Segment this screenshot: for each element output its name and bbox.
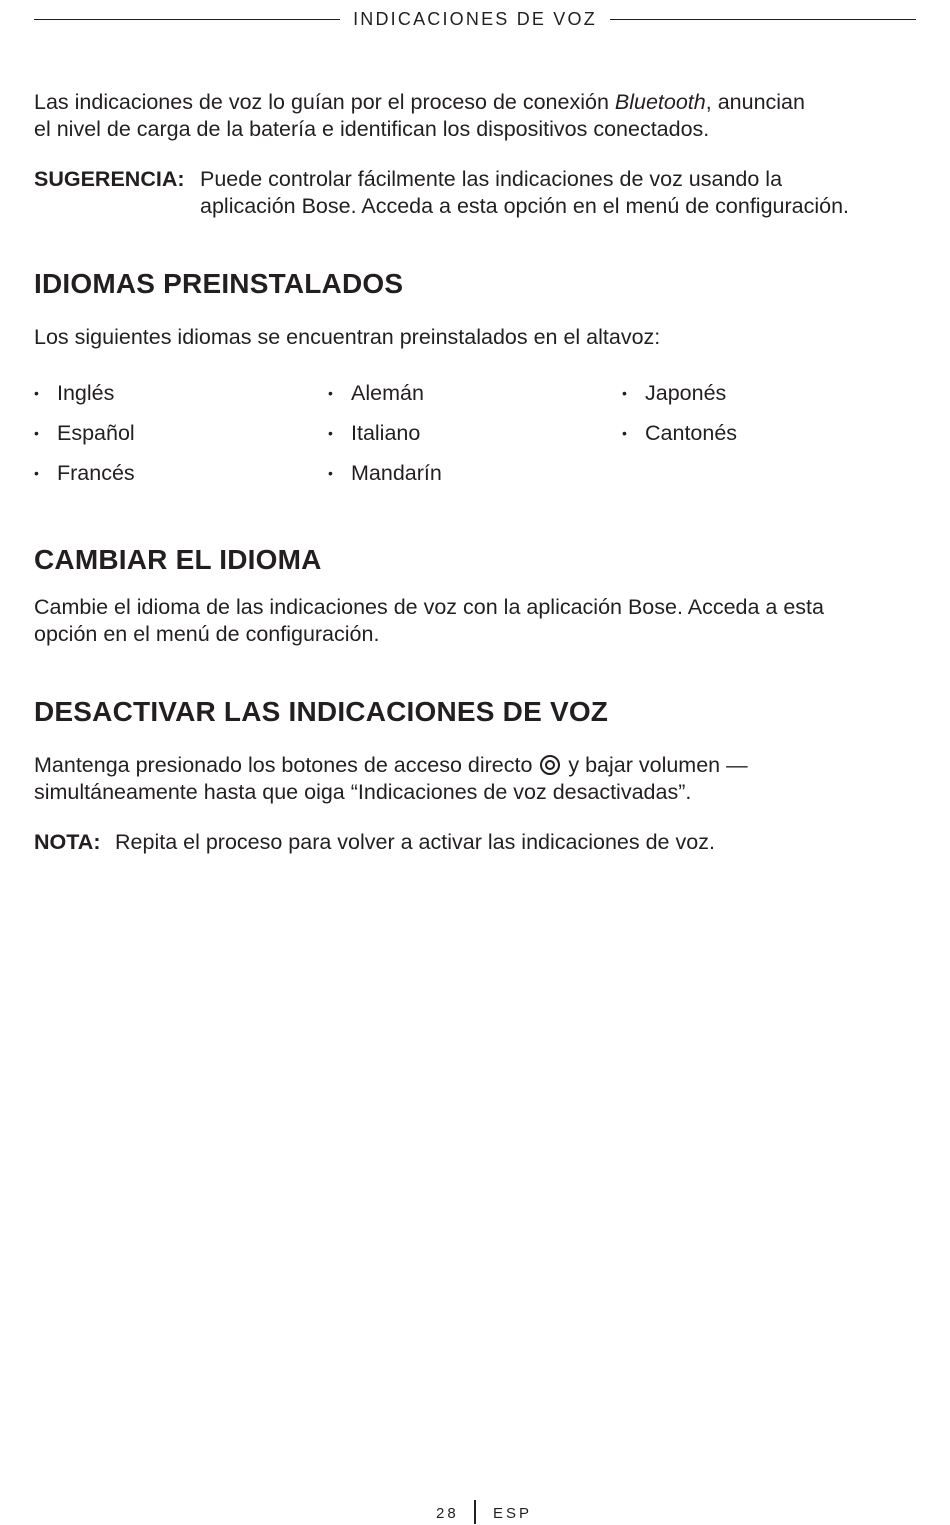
disable-text-before: Mantenga presionado los botones de acceso directo bbox=[34, 753, 539, 777]
shortcut-button-icon bbox=[540, 755, 560, 775]
language-item: Cantonés bbox=[645, 421, 738, 445]
change-line-1: Cambie el idioma de las indicaciones de voz con la aplicación Bose. Acceda a esta bbox=[34, 595, 824, 619]
tip-label: SUGERENCIA: bbox=[34, 167, 185, 191]
disable-text-after: y bajar volumen — bbox=[562, 753, 748, 777]
language-item: Mandarín bbox=[351, 461, 442, 485]
language-item: Alemán bbox=[351, 381, 424, 405]
page-number: 28 bbox=[436, 1505, 459, 1522]
bullet-icon: • bbox=[328, 385, 333, 401]
footer-divider bbox=[474, 1500, 476, 1524]
language-item: Francés bbox=[57, 461, 135, 485]
intro-line-1 bbox=[34, 89, 805, 116]
page-header-title: INDICACIONES DE VOZ bbox=[347, 9, 603, 29]
language-item: Japonés bbox=[645, 381, 727, 405]
disable-prompts-paragraph bbox=[34, 752, 748, 806]
intro-paragraph bbox=[34, 89, 805, 143]
tip-line-1: Puede controlar fácilmente las indicaciones de voz usando la bbox=[200, 167, 783, 191]
change-language-heading: CAMBIAR EL IDIOMA bbox=[34, 544, 322, 575]
change-line-2: opción en el menú de configuración. bbox=[34, 622, 380, 646]
bullet-icon: • bbox=[328, 425, 333, 441]
languages-intro: Los siguientes idiomas se encuentran preinstalados en el altavoz: bbox=[34, 325, 661, 349]
bullet-icon: • bbox=[622, 385, 627, 401]
language-item: Italiano bbox=[351, 421, 421, 445]
intro-brand: Bluetooth bbox=[614, 90, 706, 114]
language-item: Español bbox=[57, 421, 135, 445]
disable-line-2: simultáneamente hasta que oiga “Indicaciones de voz desactivadas”. bbox=[34, 780, 692, 804]
languages-heading: IDIOMAS PREINSTALADOS bbox=[34, 268, 404, 299]
intro-text-after: , anuncian bbox=[705, 90, 805, 114]
change-language-paragraph bbox=[34, 594, 824, 648]
tip-text bbox=[200, 166, 849, 220]
page-header bbox=[0, 8, 950, 30]
bullet-icon: • bbox=[34, 425, 39, 441]
note-label: NOTA: bbox=[34, 830, 101, 854]
language-code: ESP bbox=[493, 1505, 533, 1522]
bullet-icon: • bbox=[622, 425, 627, 441]
note-text: Repita el proceso para volver a activar las indicaciones de voz. bbox=[115, 830, 715, 854]
tip-line-2: aplicación Bose. Acceda a esta opción en el menú de configuración. bbox=[200, 194, 850, 218]
bullet-icon: • bbox=[328, 465, 333, 481]
disable-prompts-heading: DESACTIVAR LAS INDICACIONES DE VOZ bbox=[34, 696, 609, 727]
bullet-icon: • bbox=[34, 385, 39, 401]
language-item: Inglés bbox=[57, 381, 115, 405]
bullet-icon: • bbox=[34, 465, 39, 481]
intro-text-before: Las indicaciones de voz lo guían por el proceso de conexión bbox=[34, 90, 615, 114]
intro-line-2: el nivel de carga de la batería e identifican los dispositivos conectados. bbox=[34, 117, 710, 141]
disable-line-1 bbox=[34, 752, 748, 779]
